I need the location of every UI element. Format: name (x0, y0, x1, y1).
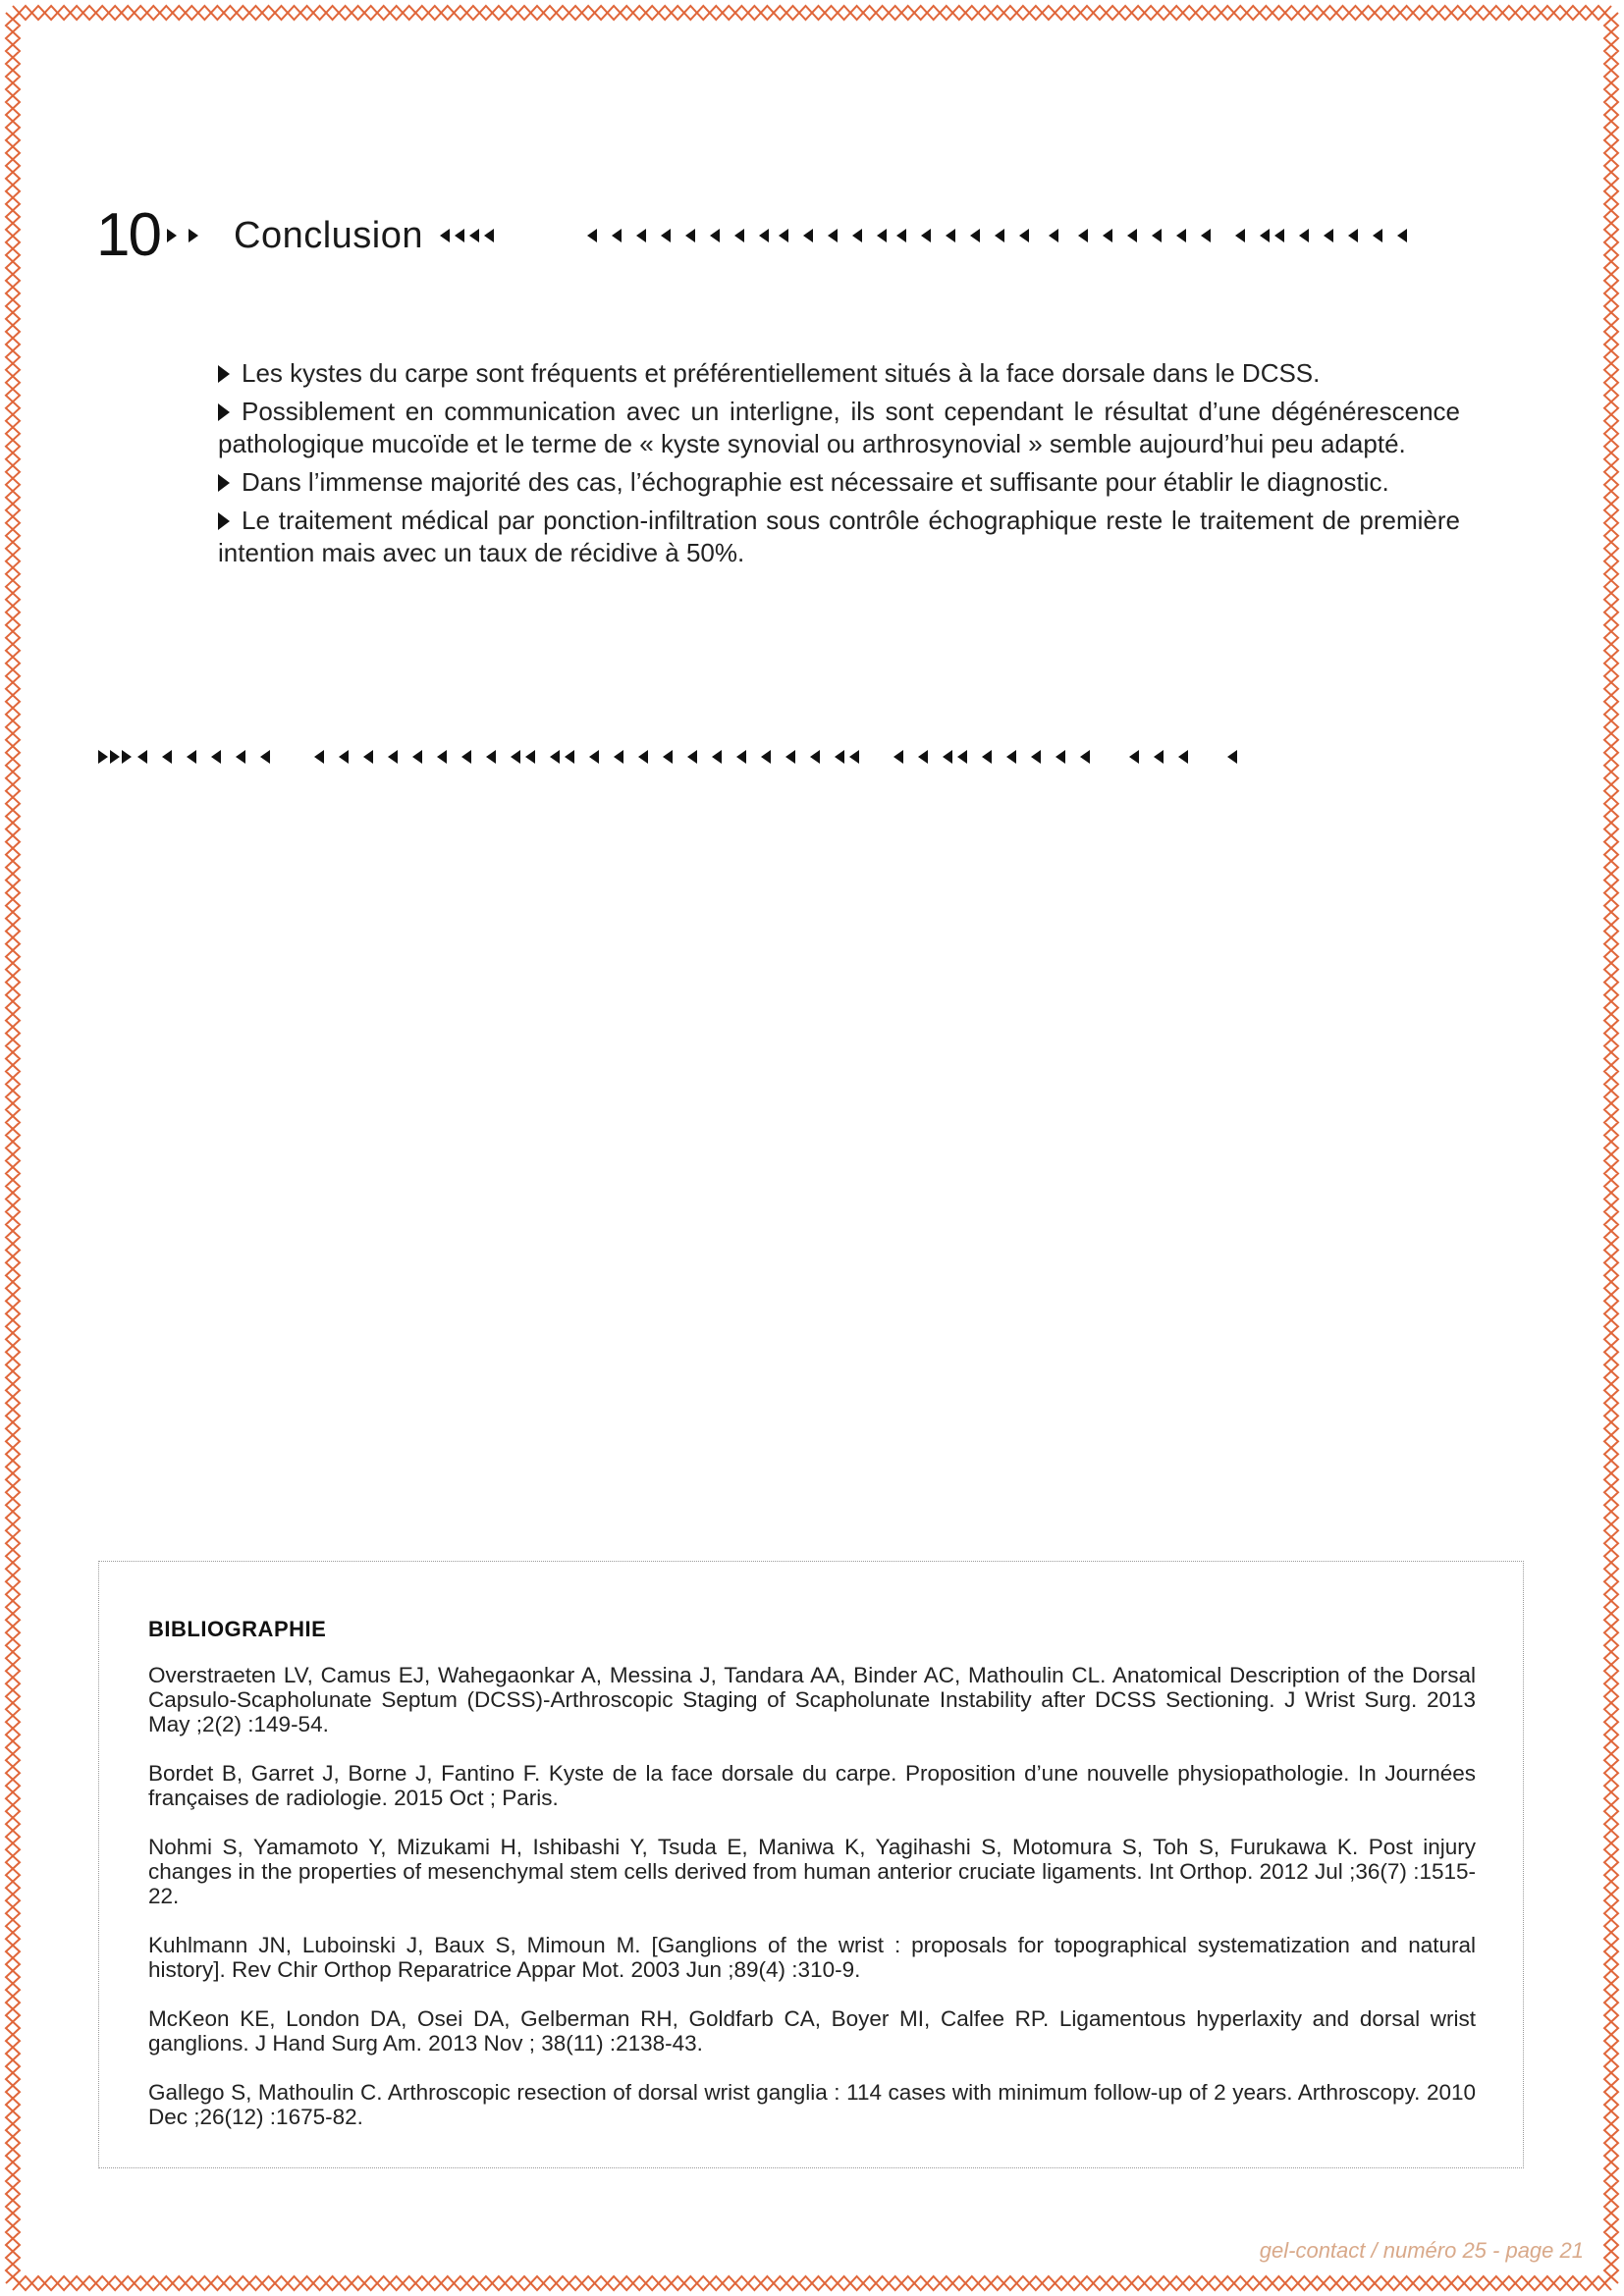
triangle-arrow-icon (412, 750, 422, 764)
triangle-arrow-icon (896, 229, 906, 242)
triangle-arrow-icon (1019, 229, 1029, 242)
triangle-arrow-icon (218, 512, 230, 530)
triangle-arrow-icon (970, 229, 980, 242)
bibliography-entry: Nohmi S, Yamamoto Y, Mizukami H, Ishibashi Y, Tsuda E, Maniwa K, Yagihashi S, Motomura S, Toh S, Furukawa K. Post injury changes in the properties of mesenchymal stem cells derived from human anterior cruciate ligaments. Int Orthop. 2012 Jul ;36(7) :1515-22. (148, 1835, 1476, 1908)
triangle-arrow-icon (759, 229, 769, 242)
bibliography-entry: Bordet B, Garret J, Borne J, Fantino F. Kyste de la face dorsale du carpe. Proposition d’une nouvelle physiopathologie. In Journées françaises de radiologie. 2015 Oct ; Paris. (148, 1761, 1476, 1810)
bibliography-box (98, 1561, 1524, 2168)
triangle-arrow-icon (1176, 229, 1186, 242)
triangle-arrow-row (440, 223, 1618, 248)
triangle-arrow-divider (98, 744, 1522, 770)
conclusion-list (218, 357, 1460, 575)
bibliography-entry: Kuhlmann JN, Luboinski J, Baux S, Mimoun M. [Ganglions of the wrist : proposals for topographical systematization and natural history]. Rev Chir Orthop Reparatrice Appar Mot. 2003 Jun ;89(4) :310-9. (148, 1933, 1476, 1982)
conclusion-item: Possiblement en communication avec un interligne, ils sont cependant le résultat d’une dégénérescence pathologique mucoïde et le terme de « kyste synovial ou arthrosynovial » semble aujourd’hui peu adapté. (218, 397, 1460, 458)
triangle-arrow-icon (661, 229, 671, 242)
triangle-arrow-icon (957, 750, 967, 764)
triangle-arrow-icon (587, 229, 597, 242)
triangle-arrow-icon (614, 750, 623, 764)
triangle-arrow-icon (1260, 229, 1270, 242)
triangle-arrow-icon (137, 750, 147, 764)
border-zigzag (1604, 13, 1618, 2283)
triangle-arrow-icon (440, 229, 450, 242)
triangle-arrow-icon (1127, 229, 1137, 242)
triangle-arrow-icon (835, 750, 844, 764)
bibliography-entry: McKeon KE, London DA, Osei DA, Gelberman RH, Goldfarb CA, Boyer MI, Calfee RP. Ligamentous hyperlaxity and dorsal wrist ganglions. J Hand Surg Am. 2013 Nov ; 38(11) :2138-43. (148, 2006, 1476, 2056)
triangle-arrow-icon (849, 750, 859, 764)
triangle-arrow-icon (525, 750, 535, 764)
triangle-arrow-icon (1274, 229, 1284, 242)
triangle-arrow-icon (1397, 229, 1407, 242)
conclusion-item: Le traitement médical par ponction-infiltration sous contrôle échographique reste le traitement de première intention mais avec un taux de récidive à 50%. (218, 506, 1460, 567)
bibliography-entry: Gallego S, Mathoulin C. Arthroscopic resection of dorsal wrist ganglia : 114 cases with minimum follow-up of 2 years. Arthroscopy. 2010 Dec ;26(12) :1675-82. (148, 2080, 1476, 2129)
triangle-arrow-icon (1324, 229, 1333, 242)
triangle-arrow-icon (388, 750, 398, 764)
triangle-arrow-icon (486, 750, 496, 764)
triangle-arrow-icon (437, 750, 447, 764)
triangle-arrow-icon (236, 750, 245, 764)
triangle-arrow-icon (612, 229, 622, 242)
triangle-arrow-icon (1056, 750, 1065, 764)
triangle-arrow-icon (1178, 750, 1188, 764)
triangle-arrow-icon (946, 229, 955, 242)
section-header (96, 201, 1530, 270)
triangle-arrow-icon (712, 750, 722, 764)
triangle-arrow-icon (734, 229, 744, 242)
border-zigzag (13, 6, 1611, 20)
triangle-arrow-icon (779, 229, 788, 242)
triangle-arrow-icon (339, 750, 349, 764)
triangle-arrow-icon (469, 229, 479, 242)
triangle-arrow-icon (165, 223, 224, 248)
triangle-arrow-icon (1049, 229, 1058, 242)
triangle-arrow-icon (995, 229, 1004, 242)
conclusion-item: Les kystes du carpe sont fréquents et préférentiellement situés à la face dorsale dans le DCSS. (218, 357, 1460, 390)
triangle-arrow-icon (1031, 750, 1041, 764)
triangle-arrow-icon (943, 750, 952, 764)
triangle-arrow-icon (1006, 750, 1016, 764)
triangle-arrow-icon (921, 229, 931, 242)
triangle-arrow-icon (1080, 750, 1090, 764)
triangle-arrow-icon (1129, 750, 1139, 764)
section-title: Conclusion (234, 215, 423, 256)
triangle-arrow-icon (122, 750, 132, 764)
triangle-arrow-icon (828, 229, 838, 242)
triangle-arrow-icon (110, 750, 120, 764)
triangle-arrow-icon (1154, 750, 1164, 764)
triangle-arrow-icon (1103, 229, 1112, 242)
triangle-arrow-icon (852, 229, 862, 242)
triangle-arrow-icon (461, 750, 471, 764)
triangle-arrow-icon (710, 229, 720, 242)
border-zigzag (13, 2276, 1611, 2290)
triangle-arrow-icon (589, 750, 599, 764)
triangle-arrow-icon (1152, 229, 1162, 242)
page-footer: gel-contact / numéro 25 - page 21 (1259, 2238, 1584, 2263)
triangle-arrow-icon (1227, 750, 1237, 764)
triangle-arrow-icon (685, 229, 695, 242)
triangle-arrow-icon (363, 750, 373, 764)
section-number: 10 (96, 201, 160, 269)
conclusion-item: Dans l’immense majorité des cas, l’échographie est nécessaire et suffisante pour établir le diagnostic. (218, 466, 1460, 499)
triangle-arrow-icon (761, 750, 771, 764)
triangle-arrow-icon (918, 750, 928, 764)
triangle-arrow-icon (218, 403, 230, 421)
bibliography-list (148, 1663, 1476, 2154)
triangle-arrow-icon (877, 229, 887, 242)
triangle-arrow-icon (211, 750, 221, 764)
triangle-arrow-icon (565, 750, 574, 764)
triangle-arrow-icon (1235, 229, 1245, 242)
border-zigzag (1604, 13, 1618, 2283)
triangle-arrow-icon (218, 365, 230, 383)
triangle-arrow-icon (1078, 229, 1088, 242)
triangle-arrow-icon (314, 750, 324, 764)
triangle-arrow-icon (736, 750, 746, 764)
triangle-arrow-icon (638, 750, 648, 764)
triangle-arrow-icon (511, 750, 520, 764)
triangle-arrow-icon (636, 229, 646, 242)
border-zigzag (13, 2276, 1611, 2290)
triangle-arrow-icon (1299, 229, 1309, 242)
triangle-arrow-icon (550, 750, 560, 764)
triangle-arrow-icon (98, 750, 108, 764)
triangle-arrow-icon (810, 750, 820, 764)
triangle-arrow-icon (218, 474, 230, 492)
triangle-arrow-icon (455, 229, 464, 242)
triangle-arrow-icon (162, 750, 172, 764)
bibliography-entry: Overstraeten LV, Camus EJ, Wahegaonkar A, Messina J, Tandara AA, Binder AC, Mathoulin CL. Anatomical Description of the Dorsal Capsulo-Scapholunate Septum (DCSS)-Arthroscopic Staging of Scapholunate Instability after DCSS Sectioning. J Wrist Surg. 2013 May ;2(2) :149-54. (148, 1663, 1476, 1736)
triangle-arrow-icon (785, 750, 795, 764)
border-zigzag (13, 6, 1611, 20)
triangle-arrow-icon (893, 750, 903, 764)
triangle-arrow-icon (982, 750, 992, 764)
triangle-arrow-icon (1201, 229, 1211, 242)
triangle-arrow-icon (484, 229, 494, 242)
triangle-arrow-icon (663, 750, 673, 764)
border-zigzag (6, 13, 20, 2283)
triangle-arrow-icon (1373, 229, 1382, 242)
triangle-arrow-icon (1348, 229, 1358, 242)
border-zigzag (6, 13, 20, 2283)
triangle-arrow-icon (187, 750, 196, 764)
bibliography-heading: BIBLIOGRAPHIE (148, 1617, 327, 1641)
triangle-arrow-icon (687, 750, 697, 764)
triangle-arrow-icon (260, 750, 270, 764)
triangle-arrow-icon (803, 229, 813, 242)
